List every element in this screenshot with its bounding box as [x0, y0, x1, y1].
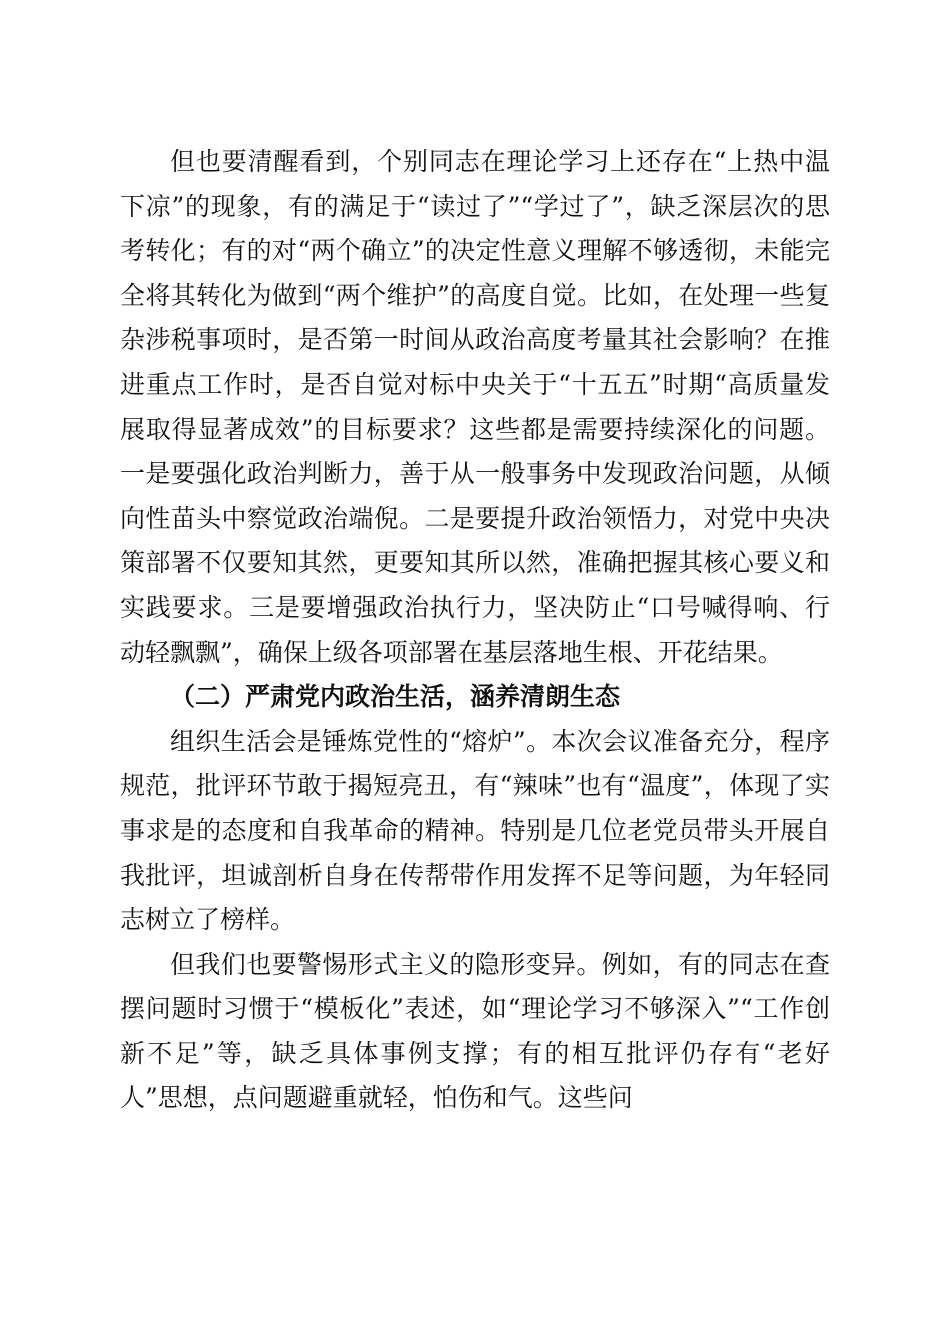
paragraph-formalism-warning: 但我们也要警惕形式主义的隐形变异。例如，有的同志在查摆问题时习惯于“模板化”表述，如“理论学习不够深入”“工作创新不足”等，缺乏具体事例支撑；有的相互批评仍存有“老好人”思想，点问题避重就轻，怕伤和气。这些问 — [120, 949, 830, 1113]
section-heading-party-life: （二）严肃党内政治生活，涵养清朗生态 — [170, 682, 621, 712]
paragraph-organization-life: 组织生活会是锤炼党性的“熔炉”。本次会议准备充分，程序规范，批评环节敢于揭短亮丑，有“辣味”也有“温度”，体现了实事求是的态度和自我革命的精神。特别是几位老党员带头开展自我批评，坦诚剖析自身在传帮带作用发挥不足等问题，为年轻同志树立了榜样。 — [120, 726, 830, 935]
paragraph-political-judgment: 但也要清醒看到，个别同志在理论学习上还存在“上热中温下凉”的现象，有的满足于“读过了”“学过了”，缺乏深层次的思考转化；有的对“两个确立”的决定性意义理解不够透彻，未能完全将其转化为做到“两个维护”的高度自觉。比如，在处理一些复杂涉税事项时，是否第一时间从政治高度考量其社会影响？在推进重点工作时，是否自觉对标中央关于“十五五”时期“高质量发展取得显著成效”的目标要求？这些都是需要持续深化的问题。一是要强化政治判断力，善于从一般事务中发现政治问题，从倾向性苗头中察觉政治端倪。二是要提升政治领悟力，对党中央决策部署不仅要知其然，更要知其所以然，准确把握其核心要义和实践要求。三是要增强政治执行力，坚决防止“口号喊得响、行动轻飘飘”，确保上级各项部署在基层落地生根、开花结果。 — [120, 147, 830, 667]
document-body — [120, 140, 830, 1121]
